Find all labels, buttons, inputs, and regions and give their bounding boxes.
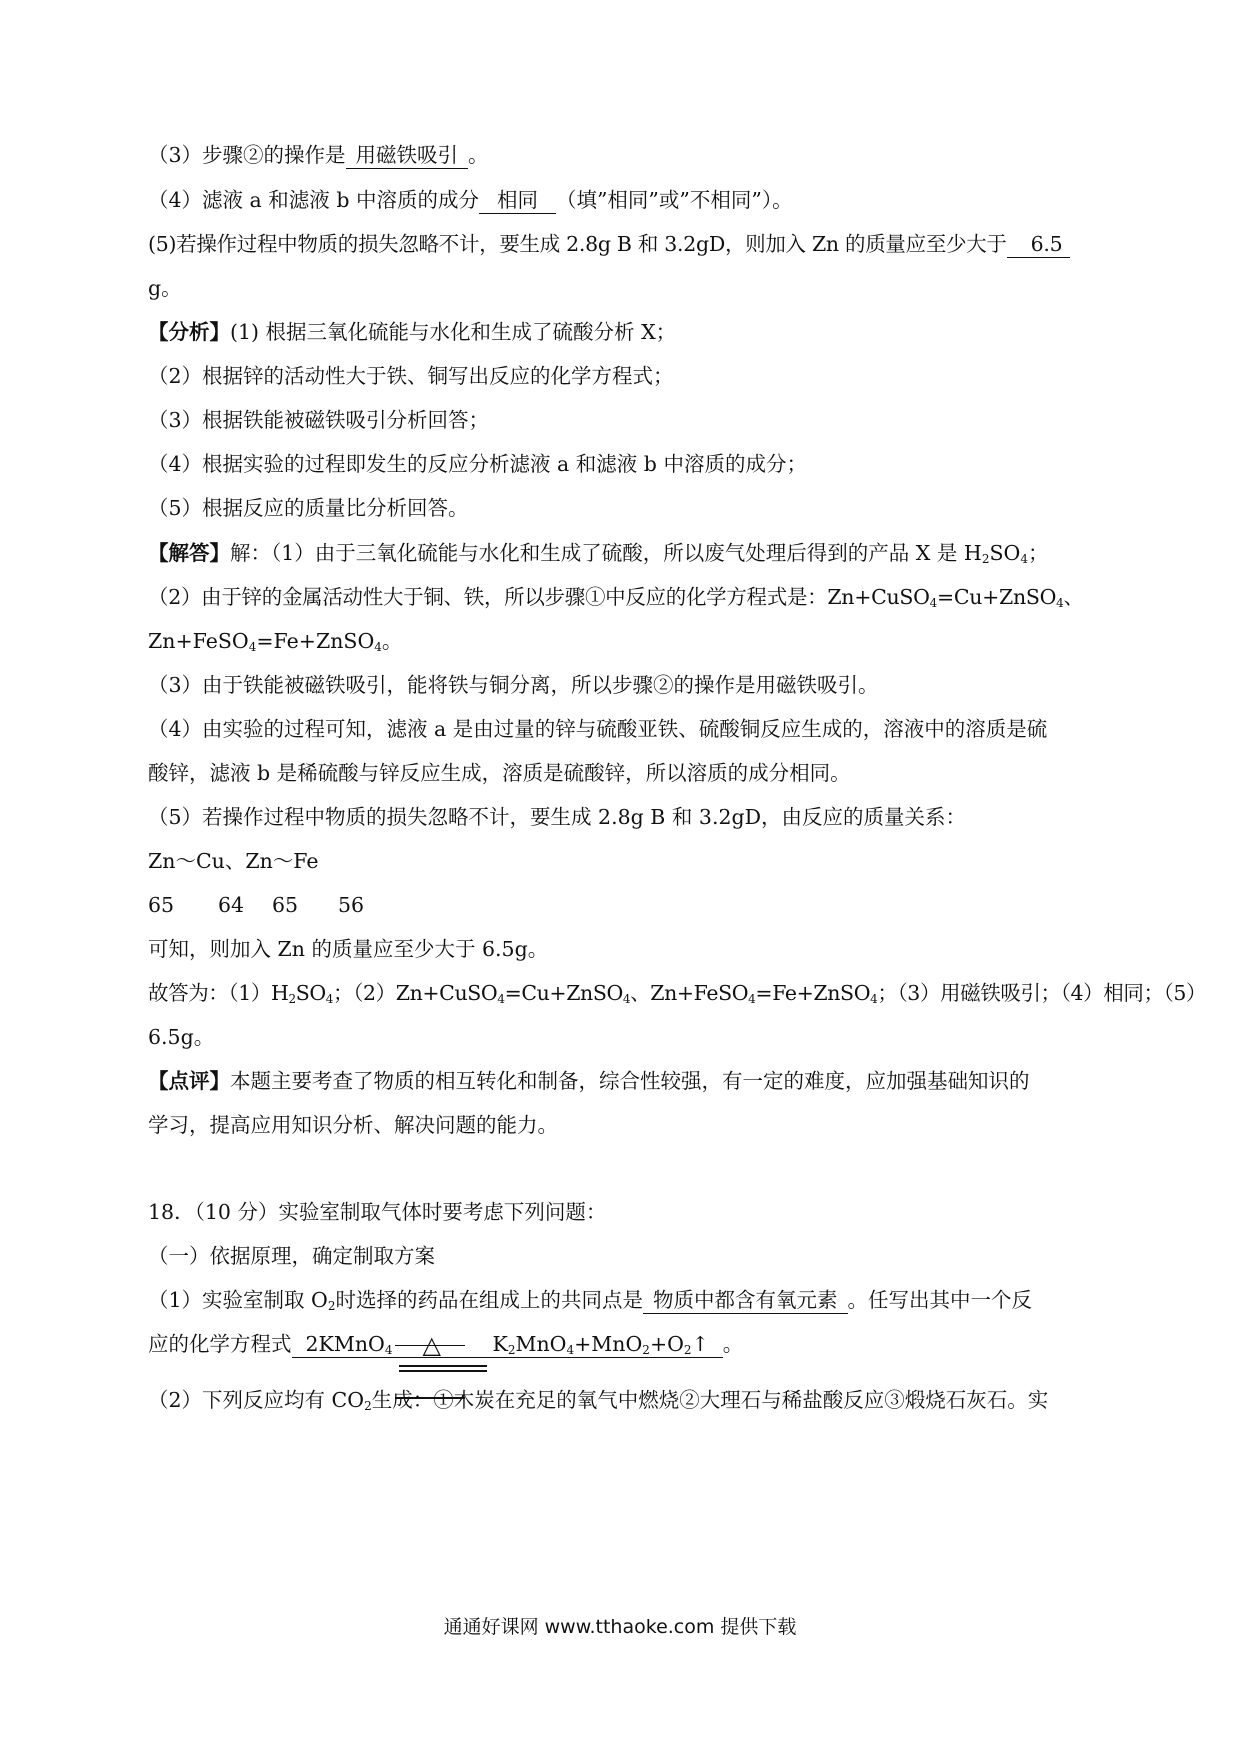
text: （2）根据锌的活动性大于铁、铜写出反应的化学方程式；	[148, 364, 674, 388]
final-answer-cont	[148, 1022, 1092, 1052]
subscript: 4	[748, 992, 756, 1006]
text: 解：（1）由于三氧化硫能与水化和生成了硫酸，所以废气处理后得到的产品 X 是 H	[230, 541, 982, 565]
line-step5	[148, 229, 1092, 259]
number: 65	[272, 893, 299, 917]
text: （4）根据实验的过程即发生的反应分析滤液 a 和滤液 b 中溶质的成分；	[148, 452, 807, 476]
text: （5）若操作过程中物质的损失忽略不计，要生成 2.8g B 和 3.2gD，由反应的质量关系：	[148, 805, 967, 829]
conclusion	[148, 934, 1092, 964]
analysis-3	[148, 405, 1092, 435]
text: （1）实验室制取 O	[148, 1288, 328, 1312]
text: ；（2）Zn+CuSO	[333, 981, 498, 1005]
text: （2）由于锌的金属活动性大于铜、铁，所以步骤①中反应的化学方程式是：Zn+CuSO	[148, 585, 930, 609]
subscript: 4	[1020, 552, 1028, 566]
text: （2）下列反应均有 CO	[148, 1388, 365, 1412]
text: 6.5g。	[148, 1025, 215, 1049]
review-cont	[148, 1110, 1092, 1140]
text: 18．（10 分）实验室制取气体时要考虑下列问题：	[148, 1200, 607, 1224]
heat-triangle-icon: △	[422, 1331, 441, 1359]
chemical-equation-blank	[292, 1331, 723, 1358]
text: （一）依据原理，确定制取方案	[148, 1244, 435, 1268]
subscript: 4	[374, 640, 382, 654]
subscript: 4	[566, 1343, 575, 1357]
answer-4	[148, 714, 1092, 744]
text: （5）根据反应的质量比分析回答。	[148, 496, 469, 520]
answer-blank: 相同	[479, 187, 556, 214]
section-tag: 【分析】	[148, 320, 230, 344]
line-step4	[148, 185, 1092, 215]
subscript: 2	[327, 1299, 336, 1313]
text: （填”相同”或”不相同”）。	[555, 188, 793, 212]
answer-blank: 6.5	[1007, 231, 1071, 258]
subscript: 4	[622, 992, 631, 1006]
text: 、	[1063, 585, 1084, 609]
text: （3）步骤②的操作是	[148, 143, 346, 167]
answer-heading	[148, 538, 1092, 568]
subscript: 2	[507, 1343, 516, 1357]
question-18-part1	[148, 1241, 1092, 1271]
text: ；（3）用磁铁吸引；（4）相同；（5）	[877, 981, 1207, 1005]
text: 本题主要考查了物质的相互转化和制备，综合性较强，有一定的难度，应加强基础知识的	[230, 1069, 1030, 1093]
line-step3	[148, 140, 1092, 170]
text: =Fe+ZnSO	[755, 981, 871, 1005]
text: 学习，提高应用知识分析、解决问题的能力。	[148, 1113, 558, 1137]
text: 可知，则加入 Zn 的质量应至少大于 6.5g。	[148, 937, 549, 961]
text: 酸锌，滤液 b 是稀硫酸与锌反应生成，溶质是硫酸锌，所以溶质的成分相同。	[148, 761, 851, 785]
text: (1) 根据三氧化硫能与水化和生成了硫酸分析 X；	[230, 320, 677, 344]
subscript: 4	[325, 992, 334, 1006]
subscript: 4	[497, 992, 505, 1006]
answer-5	[148, 802, 1092, 832]
number: 64	[218, 893, 245, 917]
text: 时选择的药品在组成上的共同点是	[335, 1288, 644, 1312]
text: 。	[468, 143, 489, 167]
subscript: 2	[981, 552, 990, 566]
subscript: 4	[929, 596, 937, 610]
text: g。	[148, 276, 182, 300]
analysis-2	[148, 361, 1092, 391]
review	[148, 1066, 1092, 1096]
section-tag: 【解答】	[148, 541, 230, 565]
answer-2-cont	[148, 626, 1092, 656]
subscript: 4	[248, 640, 257, 654]
text: 故答为：（1）H	[148, 981, 289, 1005]
mass-numbers	[148, 890, 1092, 920]
text: =Cu+ZnSO	[936, 585, 1057, 609]
answer-blank: 用磁铁吸引	[346, 142, 469, 169]
text: 、Zn+FeSO	[630, 981, 749, 1005]
text: （4）滤液 a 和滤液 b 中溶质的成分	[148, 188, 479, 212]
answer-4-cont	[148, 758, 1092, 788]
text: ；	[1027, 541, 1049, 565]
section-tag: 【点评】	[148, 1069, 230, 1093]
question-18-item1	[148, 1285, 1092, 1315]
number: 65	[148, 893, 175, 917]
final-answer	[148, 978, 1207, 1008]
text: （3）根据铁能被磁铁吸引分析回答；	[148, 408, 490, 432]
answer-3	[148, 670, 1092, 700]
text: (5)若操作过程中物质的损失忽略不计，要生成 2.8g B 和 3.2gD，则加入 Zn 的质量应至少大于	[148, 232, 1007, 256]
text: 。任写出其中一个反	[847, 1288, 1033, 1312]
equal-line	[399, 1365, 487, 1367]
text: 生成：①木炭在充足的氧气中燃烧②大理石与稀盐酸反应③煅烧石灰石。实	[371, 1388, 1049, 1412]
gas-arrow-icon: ↑	[691, 1332, 709, 1356]
page-footer: 通通好课网 www.tthaoke.com 提供下载	[443, 1616, 797, 1638]
question-18-title	[148, 1197, 1092, 1227]
subscript: 4	[1056, 596, 1064, 610]
text: （3）由于铁能被磁铁吸引，能将铁与铜分离，所以步骤②的操作是用磁铁吸引。	[148, 673, 879, 697]
text: 。	[381, 629, 403, 653]
text: +O	[649, 1332, 684, 1356]
text: =Fe+ZnSO	[256, 629, 375, 653]
text: MnO	[515, 1332, 567, 1356]
subscript: 2	[683, 1343, 692, 1357]
analysis-5	[148, 493, 1092, 523]
subscript: 4	[384, 1343, 393, 1357]
text: 。	[722, 1332, 744, 1356]
analysis-heading	[148, 317, 1092, 347]
subscript: 2	[642, 1343, 650, 1357]
answer-blank: 物质中都含有氧元素	[643, 1287, 848, 1314]
mass-relation	[148, 846, 1092, 876]
text: SO	[989, 541, 1021, 565]
subscript: 2	[288, 992, 296, 1006]
equal-line	[399, 1370, 487, 1372]
text: +MnO	[574, 1332, 643, 1356]
answer-2	[148, 582, 1092, 612]
subscript: 4	[870, 992, 878, 1006]
text: 2KMnO	[305, 1332, 385, 1356]
analysis-4	[148, 449, 1092, 479]
question-18-equation-line	[148, 1329, 1092, 1359]
text: =Cu+ZnSO	[504, 981, 623, 1005]
number: 56	[338, 893, 365, 917]
overline	[395, 1345, 465, 1346]
text: SO	[295, 981, 326, 1005]
text: K	[492, 1332, 508, 1356]
text: 应的化学方程式	[148, 1332, 292, 1356]
subscript: 2	[364, 1399, 372, 1413]
question-18-item2	[148, 1385, 1092, 1415]
text: （4）由实验的过程可知，滤液 a 是由过量的锌与硫酸亚铁、硫酸铜反应生成的，溶液中的溶质是硫	[148, 717, 1048, 741]
line-step5-cont	[148, 273, 1092, 303]
text: Zn～Cu、Zn～Fe	[148, 849, 319, 873]
text: Zn+FeSO	[148, 629, 249, 653]
